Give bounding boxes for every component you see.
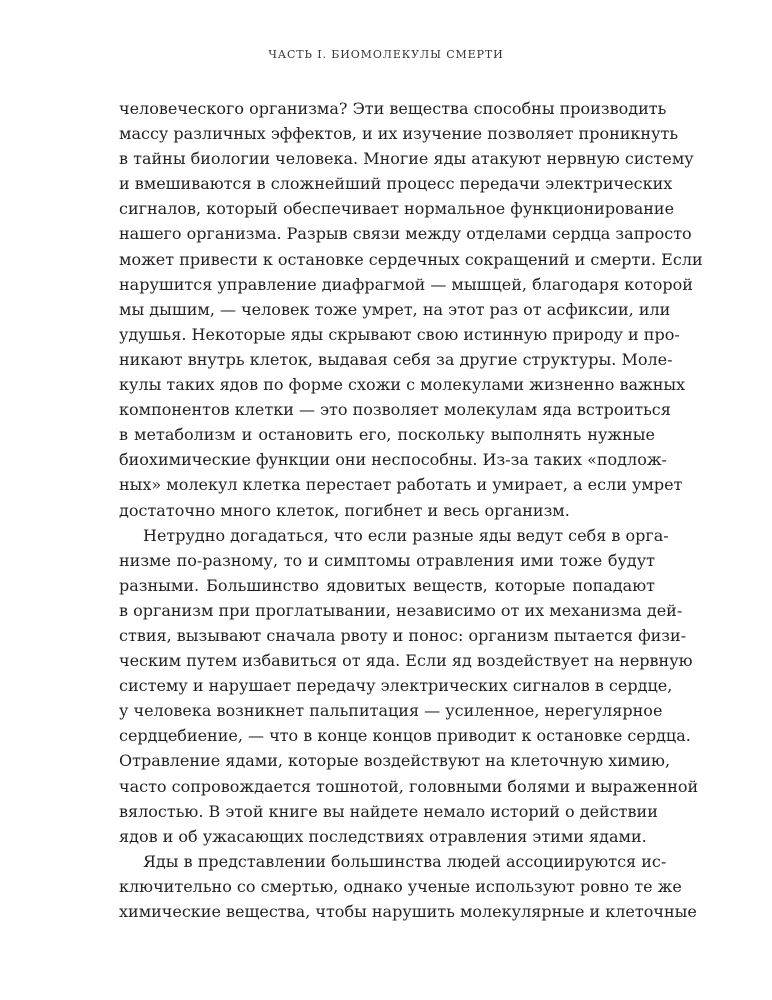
text-line: систему и нарушает передачу электрических сигналов в сердце, bbox=[119, 676, 673, 696]
text-line: в тайны биологии человека. Многие яды атакуют нервную систему bbox=[119, 149, 694, 169]
paragraph-2 bbox=[119, 523, 699, 849]
text-line: человеческого организма? Эти вещества способны производить bbox=[119, 99, 667, 118]
text-line: может привести к остановке сердечных сокращений и смерти. Если bbox=[119, 249, 703, 269]
text-line: нашего организма. Разрыв связи между отделами сердца запросто bbox=[119, 224, 692, 244]
text-line: массу различных эффектов, и их изучение позволяет проникнуть bbox=[119, 124, 679, 144]
text-line: сердцебиение, — что в конце концов приводит к остановке сердца. bbox=[119, 726, 691, 746]
text-line: Отравление ядами, которые воздействуют на клеточную химию, bbox=[119, 751, 671, 771]
text-line: Яды в представлении большинства людей ассоциируются ис- bbox=[143, 851, 667, 871]
text-line: ядов и об ужасающих последствиях отравления этими ядами. bbox=[119, 826, 647, 846]
text-line: ных» молекул клетка перестает работать и умирает, а если умрет bbox=[119, 475, 683, 495]
text-line: часто сопровождается тошнотой, головными болями и выраженной bbox=[119, 776, 699, 796]
text-line: биохимические функции они неспособны. Из-за таких «подлож- bbox=[119, 450, 667, 470]
text-line: ключительно со смертью, однако ученые используют ровно те же bbox=[119, 876, 682, 896]
text-line: вялостью. В этой книге вы найдете немало историй о действии bbox=[119, 801, 658, 821]
paragraph-3 bbox=[119, 849, 697, 924]
text-line: в организм при проглатывании, независимо от их механизма дей- bbox=[119, 600, 683, 620]
text-line: сигналов, который обеспечивает нормальное функционирование bbox=[119, 199, 675, 219]
body-text bbox=[119, 96, 703, 924]
text-line: Нетрудно догадаться, что если разные яды ведут себя в орга- bbox=[143, 525, 669, 545]
running-header: ЧАСТЬ I. БИОМОЛЕКУЛЫ СМЕРТИ bbox=[268, 48, 504, 61]
text-line: ствия, вызывают сначала рвоту и понос: организм пытается физи- bbox=[119, 625, 687, 645]
text-line: достаточно много клеток, погибнет и весь организм. bbox=[119, 500, 570, 520]
text-line: и вмешиваются в сложнейший процесс передачи электрических bbox=[119, 174, 673, 194]
paragraph-1 bbox=[119, 96, 703, 523]
text-line: в метаболизм и остановить его, поскольку выполнять нужные bbox=[119, 425, 655, 445]
text-line: компонентов клетки — это позволяет молекулам яда встроиться bbox=[119, 400, 671, 420]
text-line: разными. Большинство ядовитых веществ, которые попадают bbox=[119, 575, 655, 595]
text-line: удушья. Некоторые яды скрывают свою истинную природу и про- bbox=[119, 324, 680, 344]
text-line: нарушится управление диафрагмой — мышцей, благодаря которой bbox=[119, 274, 693, 294]
text-line: у человека возникнет пальпитация — усиленное, нерегулярное bbox=[119, 701, 663, 721]
text-line: ческим путем избавиться от яда. Если яд воздействует на нервную bbox=[119, 651, 693, 671]
text-line: мы дышим, — человек тоже умрет, на этот раз от асфиксии, или bbox=[119, 299, 671, 319]
text-line: химические вещества, чтобы нарушить молекулярные и клеточные bbox=[119, 902, 697, 921]
text-line: низме по-разному, то и симптомы отравления ими тоже будут bbox=[119, 550, 655, 570]
text-line: кулы таких ядов по форме схожи с молекулами жизненно важных bbox=[119, 375, 686, 395]
text-line: никают внутрь клеток, выдавая себя за другие структуры. Моле- bbox=[119, 349, 673, 369]
